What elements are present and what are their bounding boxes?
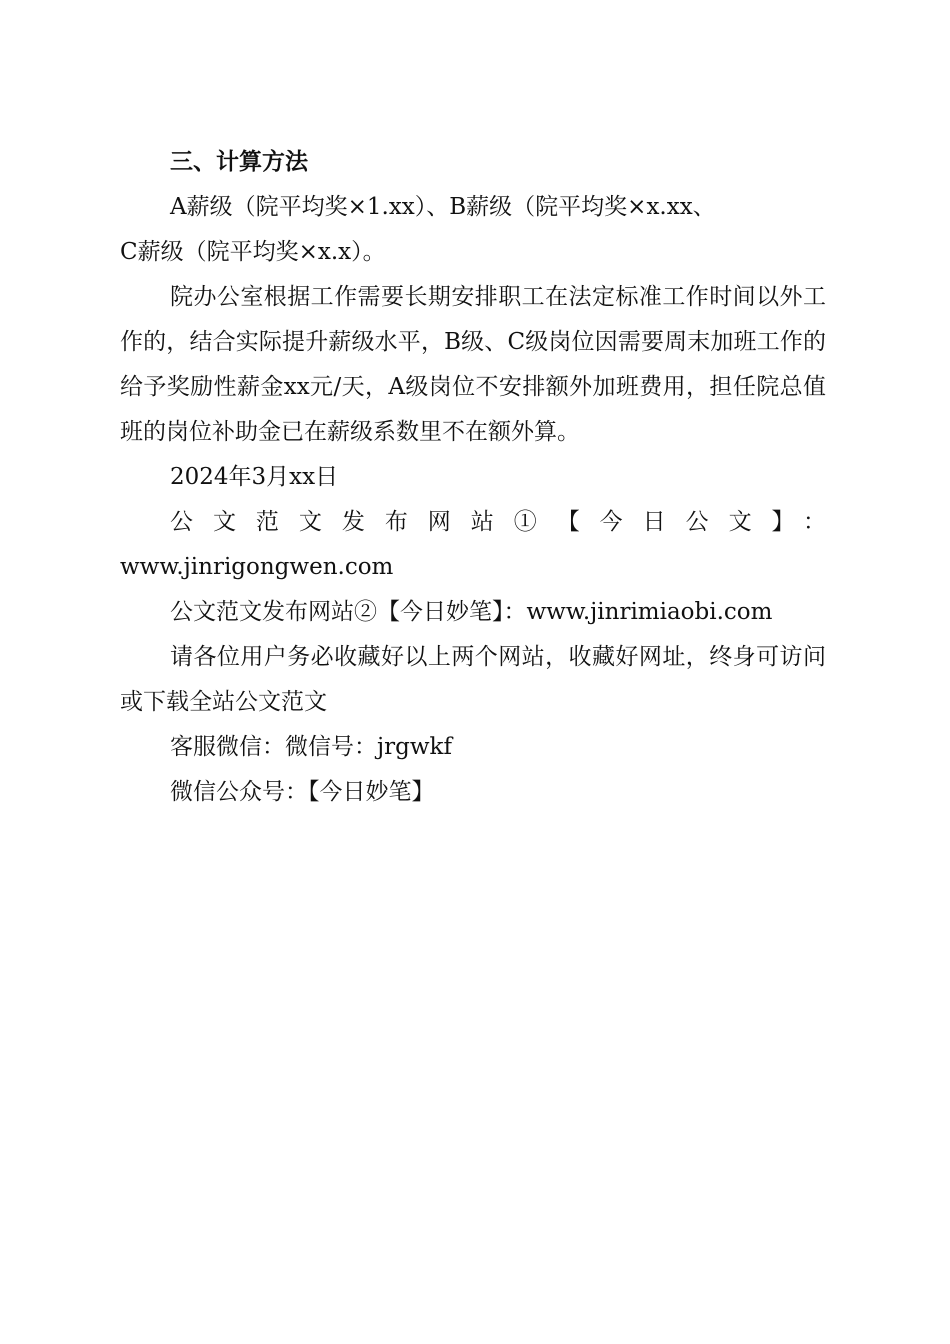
- site2-line: 公文范文发布网站②【今日妙笔】：www.jinrimiaobi.com: [170, 599, 773, 625]
- salary-levels-line-1: A薪级（院平均奖×1.xx）、B薪级（院平均奖×x.xx、: [170, 194, 716, 220]
- overtime-paragraph: 院办公室根据工作需要长期安排职工在法定标准工作时间以外工作的，结合实际提升薪级水平，B级、C级岗位因需要周末加班工作的给予奖励性薪金xx元/天，A级岗位不安排额外加班费用，担任院总值班的岗位补助金已在薪级系数里不在额外算。: [120, 284, 826, 445]
- bookmark-notice: 请各位用户务必收藏好以上两个网站，收藏好网址，终身可访问或下载全站公文范文: [120, 644, 826, 715]
- wechat-service: 客服微信：微信号：jrgwkf: [170, 734, 452, 760]
- document-body: [120, 140, 826, 815]
- document-date: 2024年3月xx日: [170, 464, 339, 490]
- site1-label: 公文范文发布网站①【今日公文】：: [170, 509, 826, 535]
- wechat-public-account: 微信公众号：【今日妙笔】: [170, 779, 435, 805]
- salary-levels-line-2: C薪级（院平均奖×x.x）。: [120, 239, 386, 265]
- section-heading: 三、计算方法: [170, 149, 308, 175]
- site1-url: www.jinrigongwen.com: [120, 554, 394, 580]
